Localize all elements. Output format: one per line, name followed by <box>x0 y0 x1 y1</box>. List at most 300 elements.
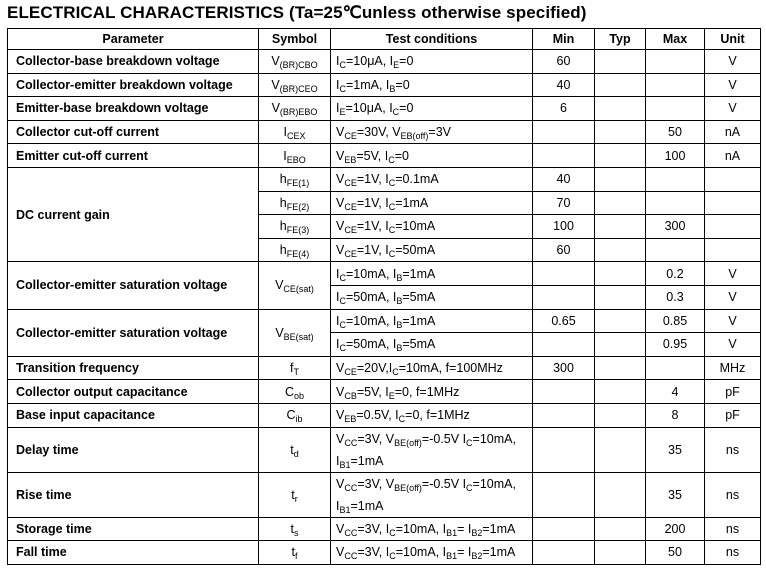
typ-cell <box>595 356 646 380</box>
unit-cell <box>705 191 761 215</box>
table-row <box>8 472 761 517</box>
symbol-subscript: r <box>294 493 298 504</box>
test-subscript: B <box>396 343 403 354</box>
symbol-cell <box>259 73 331 97</box>
test-text: =10mA, I <box>336 431 516 468</box>
max-cell <box>646 191 705 215</box>
test-condition-cell <box>331 120 533 144</box>
parameter-cell: Emitter cut-off current <box>8 144 259 168</box>
typ-cell <box>595 427 646 472</box>
symbol-main: h <box>279 172 287 187</box>
test-text: =-0.5V I <box>421 431 467 446</box>
test-subscript: C <box>339 60 346 71</box>
typ-cell <box>595 403 646 427</box>
symbol-subscript: ib <box>295 414 303 425</box>
symbol-subscript: FE(1) <box>286 178 310 189</box>
test-subscript: C <box>388 201 396 212</box>
test-condition-cell <box>331 215 533 239</box>
test-condition-cell <box>331 73 533 97</box>
test-text: =0 <box>399 101 414 116</box>
max-cell <box>646 356 705 380</box>
table-row <box>8 356 761 380</box>
typ-cell <box>595 97 646 121</box>
test-text: =3V, V <box>357 431 395 446</box>
test-subscript: C <box>392 107 400 118</box>
min-cell <box>533 517 595 541</box>
test-subscript: CE <box>344 201 357 212</box>
test-subscript: CE <box>344 131 357 142</box>
max-cell: 0.3 <box>646 285 705 309</box>
test-text: I <box>336 54 340 69</box>
symbol-cell <box>259 238 331 262</box>
test-text: V <box>336 243 345 258</box>
test-text: = I <box>457 521 472 536</box>
test-text: I <box>336 77 340 92</box>
typ-cell <box>595 215 646 239</box>
max-cell: 100 <box>646 144 705 168</box>
max-cell: 35 <box>646 472 705 517</box>
min-cell <box>533 541 595 565</box>
test-condition-cell <box>331 472 533 517</box>
min-cell <box>533 285 595 309</box>
test-subscript: E <box>339 107 346 118</box>
test-subscript: C <box>339 272 346 283</box>
typ-cell <box>595 517 646 541</box>
test-subscript: C <box>388 249 396 260</box>
table-row <box>8 120 761 144</box>
symbol-main: C <box>284 384 294 399</box>
parameter-cell: Collector cut-off current <box>8 120 259 144</box>
test-text: =3V <box>428 125 451 140</box>
test-text: =10μA, I <box>345 54 394 69</box>
electrical-characteristics-table <box>7 28 761 565</box>
test-text: =1mA <box>482 545 516 560</box>
test-subscript: C <box>392 367 399 378</box>
typ-cell <box>595 73 646 97</box>
test-text: =5V, I <box>356 148 389 163</box>
test-text: =1mA <box>350 453 384 468</box>
test-condition-cell <box>331 309 533 333</box>
min-cell <box>533 472 595 517</box>
min-cell: 40 <box>533 167 595 191</box>
unit-cell: ns <box>705 427 761 472</box>
parameter-cell: DC current gain <box>8 167 259 261</box>
unit-cell: ns <box>705 472 761 517</box>
test-text: I <box>336 266 340 281</box>
unit-cell: pF <box>705 380 761 404</box>
symbol-subscript: FE(2) <box>286 201 310 212</box>
min-cell: 40 <box>533 73 595 97</box>
typ-cell <box>595 144 646 168</box>
test-text: V <box>336 195 345 210</box>
test-subscript: C <box>339 296 346 307</box>
unit-cell <box>705 215 761 239</box>
symbol-subscript: ob <box>294 390 305 401</box>
unit-cell: pF <box>705 403 761 427</box>
symbol-main: t <box>290 521 294 536</box>
parameter-cell: Storage time <box>8 517 259 541</box>
symbol-main: h <box>279 219 287 234</box>
max-cell <box>646 50 705 74</box>
header-row <box>8 29 761 50</box>
unit-cell: V <box>705 285 761 309</box>
test-subscript: CC <box>344 551 358 562</box>
symbol-cell <box>259 144 331 168</box>
unit-cell <box>705 167 761 191</box>
parameter-cell: Rise time <box>8 472 259 517</box>
test-condition-cell <box>331 541 533 565</box>
table-row <box>8 517 761 541</box>
min-cell: 6 <box>533 97 595 121</box>
min-cell: 300 <box>533 356 595 380</box>
test-subscript: C <box>389 551 396 562</box>
parameter-cell: Collector-emitter breakdown voltage <box>8 73 259 97</box>
symbol-main: t <box>291 545 295 560</box>
test-subscript: C <box>388 178 396 189</box>
max-cell: 0.85 <box>646 309 705 333</box>
typ-cell <box>595 50 646 74</box>
max-cell: 0.95 <box>646 333 705 357</box>
test-subscript: EB <box>344 414 357 425</box>
test-text: =30V, V <box>356 125 401 140</box>
header-cell: Parameter <box>8 29 259 50</box>
unit-cell: V <box>705 309 761 333</box>
symbol-cell <box>259 191 331 215</box>
test-text: I <box>336 337 340 352</box>
symbol-main: I <box>283 148 287 163</box>
test-text: =1mA <box>395 195 429 210</box>
table-row <box>8 50 761 74</box>
min-cell: 100 <box>533 215 595 239</box>
typ-cell <box>595 120 646 144</box>
test-subscript: C <box>466 437 473 448</box>
test-subscript: C <box>389 527 396 538</box>
test-subscript: B1 <box>339 459 351 470</box>
test-subscript: EB(off) <box>400 131 429 142</box>
test-text: V <box>336 431 345 446</box>
max-cell <box>646 238 705 262</box>
parameter-cell: Collector-emitter saturation voltage <box>8 262 259 309</box>
test-subscript: CC <box>344 437 358 448</box>
test-text: =1V, I <box>356 195 389 210</box>
test-subscript: CE <box>344 178 357 189</box>
header-cell: Unit <box>705 29 761 50</box>
test-condition-cell <box>331 427 533 472</box>
min-cell <box>533 120 595 144</box>
symbol-main: V <box>275 278 284 293</box>
symbol-subscript: EBO <box>286 154 306 165</box>
max-cell: 200 <box>646 517 705 541</box>
test-text: V <box>336 408 345 423</box>
table-row <box>8 97 761 121</box>
symbol-main: V <box>271 77 280 92</box>
test-text: =3V, V <box>357 476 395 491</box>
test-text: =5mA <box>402 290 436 305</box>
max-cell: 8 <box>646 403 705 427</box>
unit-cell: ns <box>705 541 761 565</box>
symbol-main: V <box>271 54 280 69</box>
symbol-cell <box>259 97 331 121</box>
min-cell <box>533 333 595 357</box>
test-condition-cell <box>331 285 533 309</box>
test-subscript: B <box>396 296 403 307</box>
typ-cell <box>595 333 646 357</box>
symbol-main: h <box>279 243 287 258</box>
test-text: =10mA, I <box>395 521 447 536</box>
unit-cell: V <box>705 50 761 74</box>
test-text: =20V,I <box>356 361 393 376</box>
max-cell: 50 <box>646 541 705 565</box>
parameter-cell: Base input capacitance <box>8 403 259 427</box>
test-text: =0 <box>399 54 414 69</box>
unit-cell: ns <box>705 517 761 541</box>
test-text: I <box>336 313 340 328</box>
symbol-subscript: FE(4) <box>286 249 310 260</box>
test-subscript: B <box>396 319 403 330</box>
symbol-cell <box>259 403 331 427</box>
test-subscript: B2 <box>471 527 483 538</box>
test-text: =10mA, I <box>395 545 447 560</box>
min-cell <box>533 403 595 427</box>
test-text: =10mA, I <box>336 476 516 513</box>
typ-cell <box>595 262 646 286</box>
min-cell <box>533 144 595 168</box>
test-text: =1mA, I <box>345 77 390 92</box>
header-cell: Min <box>533 29 595 50</box>
test-subscript: C <box>339 83 346 94</box>
min-cell: 0.65 <box>533 309 595 333</box>
header-cell: Test conditions <box>331 29 533 50</box>
test-text: =0.1mA <box>395 172 439 187</box>
min-cell: 70 <box>533 191 595 215</box>
test-subscript: B <box>396 272 403 283</box>
symbol-main: V <box>271 101 280 116</box>
symbol-subscript: T <box>293 367 299 378</box>
test-condition-cell <box>331 262 533 286</box>
parameter-cell: Emitter-base breakdown voltage <box>8 97 259 121</box>
symbol-main: C <box>286 408 296 423</box>
symbol-cell <box>259 50 331 74</box>
symbol-cell <box>259 167 331 191</box>
typ-cell <box>595 285 646 309</box>
symbol-cell <box>259 215 331 239</box>
symbol-main: V <box>275 325 284 340</box>
test-condition-cell <box>331 380 533 404</box>
test-text: =10mA <box>395 219 436 234</box>
symbol-cell <box>259 120 331 144</box>
test-subscript: C <box>398 414 406 425</box>
min-cell <box>533 427 595 472</box>
test-text: V <box>336 148 345 163</box>
max-cell <box>646 97 705 121</box>
min-cell <box>533 380 595 404</box>
test-text: = I <box>457 545 472 560</box>
symbol-main: t <box>290 442 294 457</box>
table-row <box>8 427 761 472</box>
typ-cell <box>595 191 646 215</box>
test-text: V <box>336 361 345 376</box>
unit-cell: V <box>705 73 761 97</box>
test-text: =1mA <box>482 521 516 536</box>
test-text: =-0.5V I <box>421 476 467 491</box>
test-subscript: B <box>389 83 396 94</box>
test-text: I <box>336 101 340 116</box>
symbol-subscript: FE(3) <box>286 225 310 236</box>
min-cell: 60 <box>533 238 595 262</box>
symbol-main: f <box>290 361 294 376</box>
test-condition-cell <box>331 356 533 380</box>
parameter-cell: Collector-emitter saturation voltage <box>8 309 259 356</box>
symbol-cell <box>259 309 331 356</box>
page-title: ELECTRICAL CHARACTERISTICS (Ta=25℃unless otherwise specified) <box>7 3 587 22</box>
test-subscript: EB <box>344 154 357 165</box>
test-text: =50mA, I <box>345 290 397 305</box>
header-cell: Max <box>646 29 705 50</box>
test-text: =0 <box>395 77 410 92</box>
test-subscript: B1 <box>446 551 458 562</box>
test-condition-cell <box>331 50 533 74</box>
test-text: =5mA <box>402 337 436 352</box>
test-text: V <box>336 219 345 234</box>
test-subscript: BE(off) <box>394 437 422 448</box>
test-text: =10mA, f=100MHz <box>398 361 503 376</box>
typ-cell <box>595 541 646 565</box>
test-text: =0, f=1MHz <box>405 408 470 423</box>
test-text: =50mA <box>395 243 436 258</box>
table-row <box>8 262 761 286</box>
table-body <box>8 50 761 565</box>
typ-cell <box>595 309 646 333</box>
max-cell: 300 <box>646 215 705 239</box>
test-text: V <box>336 172 345 187</box>
test-subscript: CC <box>344 527 358 538</box>
test-subscript: CB <box>344 390 357 401</box>
symbol-cell <box>259 472 331 517</box>
test-subscript: CE <box>344 367 357 378</box>
test-text: =0.5V, I <box>356 408 399 423</box>
unit-cell: nA <box>705 144 761 168</box>
table-row <box>8 309 761 333</box>
test-text: =50mA, I <box>345 337 397 352</box>
test-text: =0 <box>394 148 409 163</box>
symbol-subscript: s <box>293 527 299 538</box>
symbol-cell <box>259 427 331 472</box>
typ-cell <box>595 167 646 191</box>
table-row <box>8 167 761 191</box>
test-subscript: B2 <box>471 551 483 562</box>
test-subscript: C <box>388 225 396 236</box>
symbol-main: I <box>283 125 287 140</box>
unit-cell: MHz <box>705 356 761 380</box>
test-subscript: B1 <box>446 527 458 538</box>
symbol-subscript: f <box>294 551 298 562</box>
max-cell <box>646 167 705 191</box>
table-row <box>8 541 761 565</box>
test-subscript: CC <box>344 482 358 493</box>
test-text: =1V, I <box>356 219 389 234</box>
test-condition-cell <box>331 333 533 357</box>
test-text: V <box>336 384 345 399</box>
test-condition-cell <box>331 97 533 121</box>
symbol-cell <box>259 517 331 541</box>
test-text: =5V, I <box>356 384 389 399</box>
symbol-main: h <box>279 195 287 210</box>
symbol-cell <box>259 262 331 309</box>
typ-cell <box>595 380 646 404</box>
test-text: =10μA, I <box>345 101 393 116</box>
test-subscript: CE <box>344 225 357 236</box>
max-cell: 35 <box>646 427 705 472</box>
test-text: V <box>336 125 345 140</box>
test-text: =1mA <box>350 498 384 513</box>
test-text: V <box>336 521 345 536</box>
symbol-cell <box>259 380 331 404</box>
test-text: =10mA, I <box>345 266 397 281</box>
parameter-cell: Fall time <box>8 541 259 565</box>
test-text: =3V, I <box>357 545 390 560</box>
test-subscript: C <box>388 154 395 165</box>
symbol-cell <box>259 356 331 380</box>
table-row <box>8 403 761 427</box>
header-cell: Symbol <box>259 29 331 50</box>
unit-cell: V <box>705 97 761 121</box>
test-subscript: C <box>339 343 346 354</box>
test-text: =3V, I <box>357 521 390 536</box>
symbol-subscript: (BR)EBO <box>279 107 318 118</box>
symbol-main: t <box>291 487 295 502</box>
max-cell: 4 <box>646 380 705 404</box>
min-cell: 60 <box>533 50 595 74</box>
test-condition-cell <box>331 144 533 168</box>
parameter-cell: Delay time <box>8 427 259 472</box>
test-subscript: C <box>339 319 346 330</box>
test-subscript: CE <box>344 249 357 260</box>
test-subscript: C <box>466 482 473 493</box>
test-subscript: B1 <box>339 504 351 515</box>
test-text: V <box>336 545 345 560</box>
symbol-subscript: d <box>293 448 299 459</box>
unit-cell: nA <box>705 120 761 144</box>
test-text: =0, f=1MHz <box>394 384 460 399</box>
symbol-subscript: (BR)CEO <box>279 83 318 94</box>
test-text: =10mA, I <box>345 313 397 328</box>
unit-cell: V <box>705 333 761 357</box>
test-text: V <box>336 476 345 491</box>
test-subscript: E <box>388 390 395 401</box>
test-text: =1V, I <box>356 243 389 258</box>
parameter-cell: Transition frequency <box>8 356 259 380</box>
symbol-subscript: BE(sat) <box>283 331 314 342</box>
min-cell <box>533 262 595 286</box>
test-text: =1V, I <box>356 172 389 187</box>
table-row <box>8 73 761 97</box>
table-row <box>8 144 761 168</box>
table-row <box>8 380 761 404</box>
symbol-cell <box>259 541 331 565</box>
parameter-cell: Collector output capacitance <box>8 380 259 404</box>
test-condition-cell <box>331 238 533 262</box>
test-condition-cell <box>331 191 533 215</box>
symbol-subscript: CE(sat) <box>283 284 314 295</box>
max-cell <box>646 73 705 97</box>
max-cell: 0.2 <box>646 262 705 286</box>
test-subscript: E <box>393 60 400 71</box>
typ-cell <box>595 472 646 517</box>
unit-cell: V <box>705 262 761 286</box>
typ-cell <box>595 238 646 262</box>
test-text: =1mA <box>402 313 436 328</box>
test-condition-cell <box>331 167 533 191</box>
